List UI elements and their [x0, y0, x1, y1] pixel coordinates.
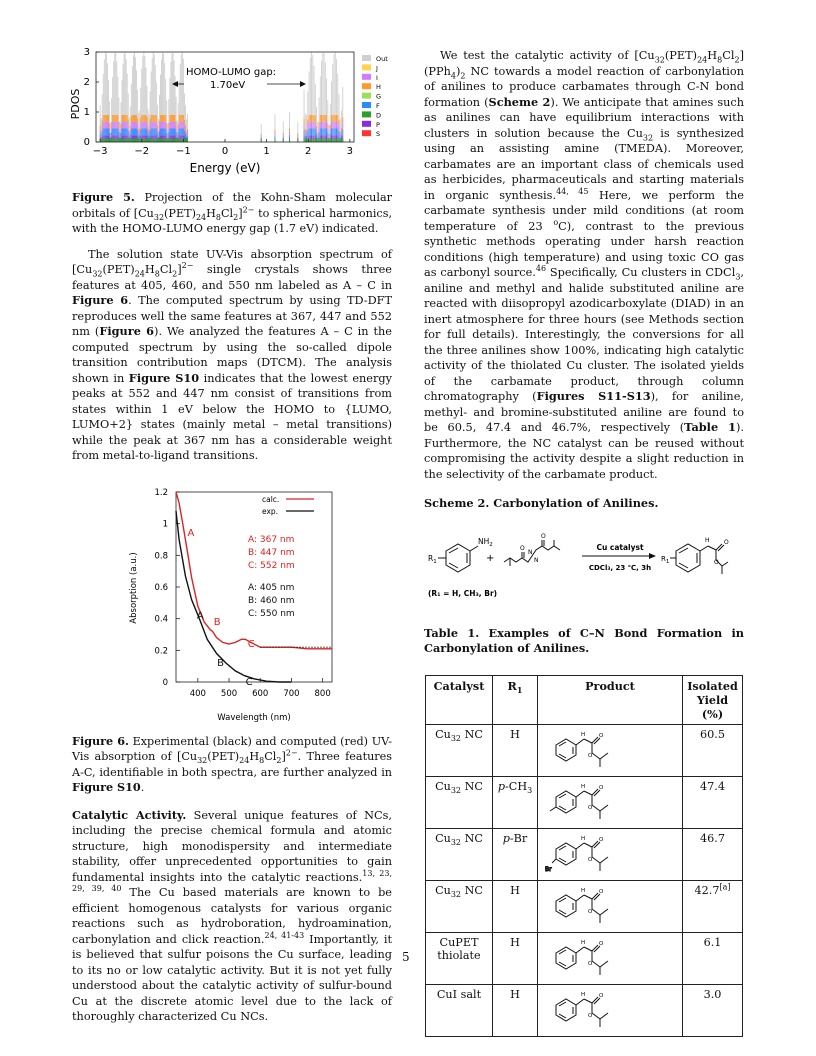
r1-label [428, 554, 437, 565]
page-number: 5 [402, 950, 410, 964]
svg-text:H: H [581, 887, 586, 894]
calc-peak-note: C: 552 nm [248, 560, 295, 571]
legend-label: I [376, 73, 378, 82]
text: ](PPh [424, 49, 744, 78]
text: ). We anticipate that amines such as anilines can have equilibrium interactions with clusters in solution because the Cu [424, 95, 745, 140]
superscript: 2− [181, 261, 194, 271]
legend-label: Out [376, 55, 388, 63]
text: . The computed spectrum by using TD-DFT reproduces well the same features at 367, 447 and 552 nm ( [72, 294, 392, 338]
y-tick-label: 0 [162, 677, 168, 688]
svg-text:H: H [581, 731, 586, 738]
legend-label: S [376, 130, 381, 139]
x-tick-label: 2 [305, 146, 312, 157]
subscript: 4 [450, 70, 456, 80]
product-cell [538, 880, 683, 932]
subscript: 32 [92, 269, 103, 279]
conditions-label: CDCl₃, 23 ℃, 3h [588, 563, 652, 572]
y-tick-label: 1.2 [154, 487, 168, 498]
legend-label: J [376, 64, 378, 73]
degree-sign: o [553, 217, 559, 227]
catalyst-cell: $Cu_{32}$ NC [426, 724, 493, 776]
yield-cell: 42.7[a] [683, 880, 743, 932]
figure-6-xlabel: Wavelength (nm) [217, 712, 291, 723]
text: is synthesized using an assisting amine (TMEDA). Moreover, carbamates are an important class of chemicals used as herbicides, pharmaceuticals and starting materials in organic synthesis. [424, 126, 744, 202]
product-cell [538, 932, 683, 984]
fig5-cap-sub: 32 [153, 212, 165, 222]
oxygen-label: O [541, 532, 546, 540]
text: (PET) [207, 750, 240, 763]
x-tick-label: 3 [346, 146, 354, 157]
calc-peak-note: B: 447 nm [248, 547, 295, 558]
citation: 24, 41-43 [264, 930, 305, 940]
peak-label: C [245, 676, 253, 688]
product-r1-label [661, 555, 669, 565]
scheme-2-reaction [424, 520, 744, 602]
text: ). Furthermore, the NC catalyst can be reused without compromising the activity despite a slight reduction in the selectivity of the carbamate product. [424, 421, 744, 481]
y-tick-label: 0 [83, 137, 90, 148]
exp-peak-note: A: 405 nm [248, 582, 295, 593]
exp-peak-note: B: 460 nm [248, 595, 295, 606]
text: H [144, 263, 155, 276]
figure-ref: Figure S10 [72, 780, 141, 794]
product-structure [542, 727, 642, 771]
aniline-structure [438, 544, 478, 572]
text: ). We analyzed the features A – C in the computed spectrum by using the so-called dipole transition contribution maps (DTCM). The analysis shown in [72, 325, 392, 385]
subscript: 1 [665, 558, 670, 565]
product-cell [538, 776, 683, 828]
fig5-cap-t: Projection of the Kohn-Sham molecular orbitals of [Cu [72, 191, 392, 220]
fig5-cap-sub: 8 [215, 212, 221, 222]
legend-label: exp. [262, 506, 279, 516]
product-structure [542, 935, 642, 979]
table-row [426, 932, 743, 984]
svg-text:O: O [588, 1012, 593, 1019]
table-row [426, 984, 743, 1036]
peak-label: A [187, 527, 195, 539]
legend-label: G [376, 92, 382, 101]
nitrogen-label: N [528, 548, 533, 556]
y-tick-label: 0.8 [154, 550, 168, 561]
header-product: Product [538, 675, 683, 724]
product-structure [542, 987, 642, 1031]
scheme-ref: Scheme 2 [488, 94, 551, 109]
figure-5-gap-label-2: 1.70eV [210, 80, 246, 91]
svg-text:O: O [588, 804, 593, 811]
carbamate-product-structure [670, 544, 728, 574]
y-tick-label: 1 [162, 519, 168, 530]
fig5-cap-t: Cl [220, 206, 234, 220]
svg-text:O: O [599, 732, 604, 739]
oxygen-label: O [714, 558, 719, 566]
x-tick-label: −3 [92, 146, 108, 157]
fig5-cap-sub: 24 [195, 212, 207, 222]
text: R [428, 553, 434, 563]
right-column [424, 48, 744, 1037]
table-1 [425, 675, 743, 1037]
catalytic-activity-paragraph [72, 808, 392, 1025]
citation: 46 [535, 264, 547, 274]
yield-cell: 47.4 [683, 776, 743, 828]
subscript: 32 [197, 756, 208, 766]
subscript: 8 [154, 269, 160, 279]
text: ), for aniline, methyl- and bromine-substituted aniline are found to be 60.5, 47.4 and 46.7%, respectively ( [424, 390, 744, 434]
text: . Three features A-C, identifiable in both spectra, are further analyzed in [72, 750, 392, 779]
r1-cell: H [493, 724, 538, 776]
legend-swatch [362, 64, 371, 70]
r1-cell: $p-CH_3$ [493, 776, 538, 828]
subscript: 2 [489, 541, 493, 548]
product-structure [542, 831, 642, 875]
text: We test the catalytic activity of [Cu [440, 49, 655, 62]
y-tick-label: 0.6 [154, 582, 168, 593]
text: The solution state UV-Vis absorption spectrum of [Cu [72, 247, 392, 276]
text: NH [478, 536, 490, 546]
product-cell [538, 724, 683, 776]
svg-text:O: O [599, 836, 604, 843]
yield-cell: 3.0 [683, 984, 743, 1036]
legend-label: calc. [262, 494, 280, 504]
x-tick-label: 800 [314, 688, 331, 699]
peak-label: B [213, 616, 221, 628]
table-1-title: Table 1. Examples of C–N Bond Formation in Carbonylation of Anilines. [424, 625, 744, 655]
legend-label: P [376, 120, 380, 129]
yield-cell: 60.5 [683, 724, 743, 776]
product-cell [538, 828, 683, 880]
subscript: 24 [697, 55, 708, 65]
scheme-2-title: Scheme 2. Carbonylation of Anilines. [424, 496, 659, 510]
fig5-cap-sub: 2 [233, 212, 239, 222]
header-r1: $R_1$ [493, 675, 538, 724]
text: The Cu based materials are known to be efficient homogenous catalysts for various organic reactions such as hydroboration, hydroamination, carbonylation and click reaction. [72, 886, 392, 946]
text: Importantly, it is believed that sulfur poisons the Cu surface, leading to its no or low catalytic activity. But it is not yet fully understood about the catalytic activity of sulfur-bound Cu at the discrete atomic level due to the lack of thoroughly characterized Cu NCs. [72, 932, 393, 1023]
subscript: 24 [134, 269, 145, 279]
text: , aniline and methyl and halide substituted aniline are reacted with diisopropyl azodicarboxylate (DIAD) in an inert atmosphere for three hours (see Methods section for full details). Interestingly, the conversions for all the three anilines show 100%, indicating high catalytic activity of the thiolated Cu cluster. The isolated yields of the carbamate product, through column chromatography ( [424, 266, 744, 403]
uv-vis-paragraph [72, 247, 392, 464]
text: H [249, 750, 260, 763]
oxygen-label: O [724, 538, 729, 546]
x-tick-label: 600 [252, 688, 269, 699]
subscript: 24 [239, 756, 250, 766]
svg-text:H: H [581, 939, 586, 946]
catalyst-cell: $Cu_{32}$ NC [426, 880, 493, 932]
text: ) [455, 64, 461, 78]
superscript: 2− [285, 748, 298, 758]
fig5-cap-t: H [206, 206, 216, 220]
catalyst-cell: $Cu_{32}$ NC [426, 776, 493, 828]
text: ] [177, 263, 182, 276]
text: H [707, 49, 718, 62]
r1-cell: H [493, 984, 538, 1036]
figure-5-gap-label-1: HOMO-LUMO gap: [186, 67, 277, 78]
legend-swatch [362, 74, 371, 80]
x-tick-label: 400 [189, 688, 206, 699]
svg-text:O: O [588, 752, 593, 759]
peak-label: C [247, 638, 255, 650]
yield-cell: 6.1 [683, 932, 743, 984]
fig5-cap-t: (PET) [164, 206, 196, 220]
svg-text:H: H [581, 835, 586, 842]
exp-peak-note: C: 550 nm [248, 608, 295, 619]
text: Experimental (black) and computed (red) UV-Vis absorption of [Cu [72, 734, 392, 763]
header-yield: Isolated Yield (%) [683, 675, 743, 724]
peak-label: A [196, 610, 204, 621]
x-tick-label: −2 [134, 146, 150, 157]
gap-arrow-right-head [300, 81, 306, 87]
legend-swatch [362, 83, 371, 89]
plus-sign: + [486, 552, 495, 564]
yield-cell: 46.7 [683, 828, 743, 880]
legend-swatch [362, 121, 371, 127]
x-tick-label: 700 [283, 688, 300, 699]
product-cell [538, 984, 683, 1036]
oxygen-label: O [520, 544, 525, 552]
svg-text:O: O [588, 960, 593, 967]
figure-6-caption-label: Figure 6. [72, 733, 129, 748]
figure-5-caption-label: Figure 5. [72, 190, 135, 204]
figure-6-ylabel: Absorption (a.u.) [129, 551, 139, 624]
nh2-label [478, 537, 493, 548]
figure-ref: Figure 6 [72, 293, 129, 307]
figure-5-caption [72, 190, 392, 237]
legend-label: D [376, 111, 382, 120]
reaction-arrow-head [649, 553, 656, 559]
figure-ref: Figure 6 [99, 324, 155, 338]
calc-peak-note: A: 367 nm [248, 534, 295, 545]
x-tick-label: 1 [263, 146, 270, 157]
subscript: 8 [259, 756, 265, 766]
catalysis-paragraph [424, 48, 744, 482]
text: Cl [159, 263, 173, 276]
text: Cl [264, 750, 277, 763]
subscript: 2 [734, 55, 740, 65]
citation: 13, 23, 29, 39, 40 [72, 868, 392, 894]
figure-6-uvvis-chart [72, 488, 392, 724]
subscript: 1 [433, 558, 437, 565]
legend-label: H [376, 83, 381, 92]
hydrogen-label: H [705, 536, 710, 544]
x-tick-label: 0 [221, 146, 229, 157]
legend-swatch [362, 102, 371, 108]
fig5-cap-sup: 2− [242, 204, 255, 214]
svg-text:Br: Br [545, 865, 552, 873]
svg-text:O: O [599, 888, 604, 895]
table-row [426, 776, 743, 828]
table-ref: Table 1 [684, 420, 736, 434]
figure-ref: Figure S10 [128, 370, 200, 385]
text: indicates that the lowest energy peaks at 552 and 447 nm consist of transitions from states within 1 eV below the HOMO to {LUMO, LUMO+2} states (mainly metal – metal transitions) while the peak at 367 nm has a considerable weight from metal-to-ligand transitions. [72, 371, 392, 462]
catalyst-cell: CuPET thiolate [426, 932, 493, 984]
r1-cell: H [493, 880, 538, 932]
figure-ref: Figures S11-S13 [536, 389, 651, 403]
header-catalyst: Catalyst [426, 675, 493, 724]
nitrogen-label: N [534, 556, 539, 564]
text: NC towards a model reaction of carbonylation of anilines to produce carbamates through C-N bond formation ( [424, 64, 744, 109]
figure-5-pdos-chart [69, 47, 392, 178]
svg-text:O: O [588, 908, 593, 915]
product-structure [542, 883, 642, 927]
text: Specifically, Cu clusters in CDCl [546, 266, 736, 279]
svg-text:O: O [599, 992, 604, 999]
text: (PET) [664, 49, 698, 62]
table-row [426, 880, 743, 932]
legend-label: F [376, 102, 380, 110]
table-row [426, 828, 743, 880]
y-tick-label: 3 [83, 47, 90, 58]
svg-text:O: O [599, 784, 604, 791]
text: (PET) [102, 263, 135, 276]
citation: 44, 45 [556, 186, 589, 196]
r1-cell: H [493, 932, 538, 984]
legend-swatch [362, 130, 371, 136]
svg-text:O: O [588, 856, 593, 863]
figure-5-ylabel: PDOS [69, 88, 82, 120]
text: . [140, 781, 145, 794]
y-tick-label: 0.4 [154, 614, 168, 625]
y-tick-label: 2 [83, 77, 90, 88]
fig5-cap-t: to spherical harmonics, with the HOMO-LUMO energy gap (1.7 eV) indicated. [72, 206, 393, 235]
r1-cell: p-Br [493, 828, 538, 880]
subscript: 8 [717, 55, 723, 65]
text: Cl [722, 49, 735, 62]
text: Here, we perform the carbamate synthesis under mild conditions (at room temperature of 23 [424, 188, 744, 233]
product-structure [542, 779, 642, 823]
table-header-row [426, 675, 743, 724]
svg-text:H: H [581, 783, 586, 790]
subscript: 32 [642, 132, 654, 142]
fig5-cap-t: ] [238, 206, 243, 220]
substituents-label: (R₁ = H, CH₃, Br) [428, 588, 498, 598]
text: Several unique features of NCs, including the precise chemical formula and atomic structure, high monodispersity and intermediate stability, offer unprecedented opportunities to gain fundamental insights into the catalytic reactions. [72, 808, 392, 884]
x-tick-label: −1 [176, 146, 191, 157]
table-row [426, 724, 743, 776]
y-tick-label: 1 [83, 107, 90, 118]
left-column [69, 47, 393, 1025]
legend-swatch [362, 93, 371, 99]
subscript: 2 [172, 269, 178, 279]
catalyst-cell: $Cu_{32}$ NC [426, 828, 493, 880]
figure-6-caption [72, 734, 392, 796]
text: R [661, 554, 666, 563]
svg-text:O: O [599, 940, 604, 947]
peak-label: B [217, 657, 225, 669]
text: ] [281, 750, 286, 763]
legend-swatch [362, 111, 371, 117]
text: single crystals shows three features at 405, 460, and 550 nm labeled as A – C in [72, 263, 392, 292]
legend-swatch [362, 55, 371, 61]
figure-5-xlabel: Energy (eV) [189, 161, 261, 175]
y-tick-label: 0.2 [154, 645, 168, 656]
subscript: 3 [735, 272, 741, 282]
svg-text:H: H [581, 991, 586, 998]
subscript: 2 [460, 70, 466, 80]
section-heading: Catalytic Activity. [72, 807, 187, 822]
subscript: 2 [276, 756, 282, 766]
subscript: 32 [654, 55, 665, 65]
catalyst-cell: CuI salt [426, 984, 493, 1036]
text: C), contrast to the previous synthetic methods operating under harsh reaction conditions (high temperature) and using toxic CO gas as carbonyl source. [424, 219, 744, 279]
x-tick-label: 500 [220, 688, 238, 699]
catalyst-label: Cu catalyst [596, 542, 644, 552]
